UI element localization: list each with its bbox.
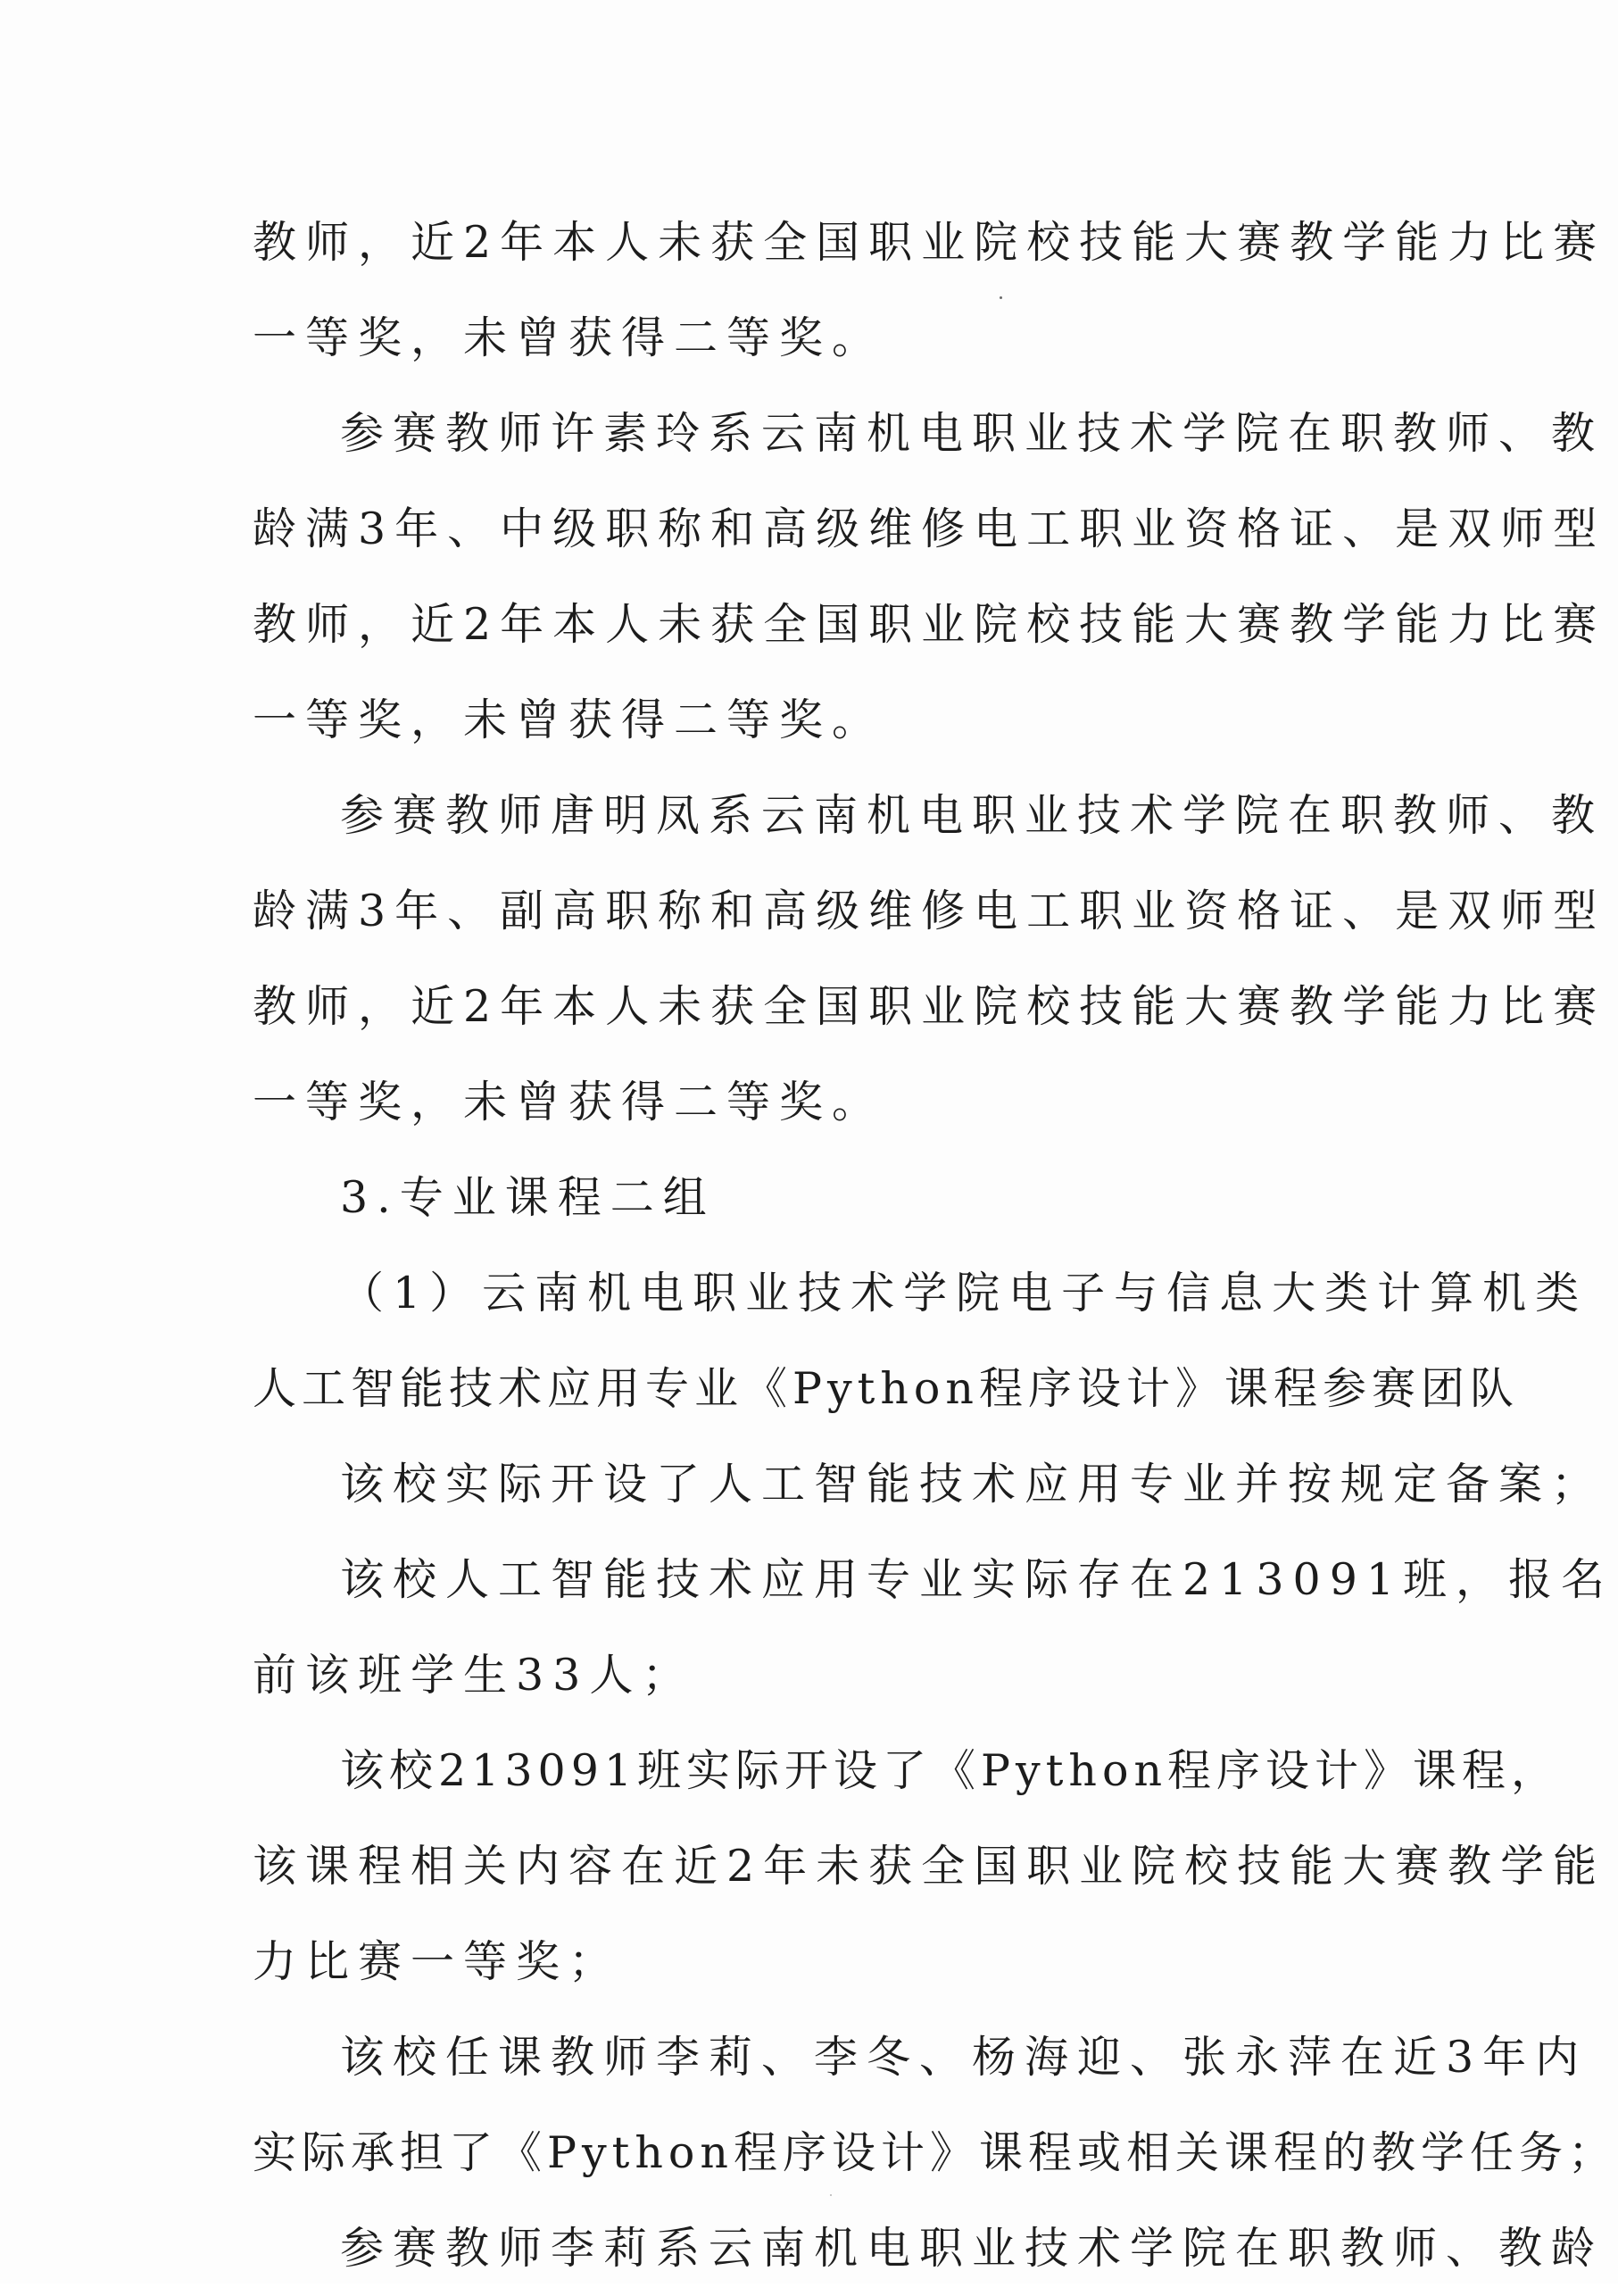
text-line-6: 一等奖，未曾获得二等奖。 <box>253 695 885 745</box>
text-line-5: 教师，近2年本人未获全国职业院校技能大赛教学能力比赛 <box>253 599 1606 650</box>
text-line-7: 参赛教师唐明凤系云南机电职业技术学院在职教师、教 <box>340 790 1605 841</box>
text-line-17: 该校213091班实际开设了《Python程序设计》课程， <box>340 1745 1561 1796</box>
text-line-14: 该校实际开设了人工智能技术应用专业并按规定备案； <box>340 1459 1605 1510</box>
text-line-15: 该校人工智能技术应用专业实际存在213091班，报名 <box>340 1554 1614 1605</box>
text-line-9: 教师，近2年本人未获全国职业院校技能大赛教学能力比赛 <box>253 981 1606 1032</box>
scan-speck <box>830 2194 832 2196</box>
text-line-13: 人工智能技术应用专业《Python程序设计》课程参赛团队 <box>253 1363 1519 1414</box>
text-line-1: 教师，近2年本人未获全国职业院校技能大赛教学能力比赛 <box>253 217 1606 268</box>
text-line-4: 龄满3年、中级职称和高级维修电工职业资格证、是双师型 <box>253 503 1606 554</box>
text-line-10: 一等奖，未曾获得二等奖。 <box>253 1077 885 1127</box>
body-text <box>253 195 1617 2296</box>
text-line-8: 龄满3年、副高职称和高级维修电工职业资格证、是双师型 <box>253 886 1606 936</box>
text-line-21: 实际承担了《Python程序设计》课程或相关课程的教学任务； <box>253 2127 1617 2178</box>
text-line-3: 参赛教师许素玲系云南机电职业技术学院在职教师、教 <box>340 408 1605 459</box>
text-line-22: 参赛教师李莉系云南机电职业技术学院在职教师、教龄 <box>340 2223 1605 2274</box>
text-line-18: 该课程相关内容在近2年未获全国职业院校技能大赛教学能 <box>253 1841 1606 1892</box>
scan-speck <box>1000 296 1002 299</box>
text-line-2: 一等奖，未曾获得二等奖。 <box>253 312 885 363</box>
text-line-16: 前该班学生33人； <box>253 1650 695 1701</box>
section-heading: 3.专业课程二组 <box>340 1172 716 1223</box>
text-line-19: 力比赛一等奖； <box>253 1936 622 1987</box>
text-line-20: 该校任课教师李莉、李冬、杨海迎、张永萍在近3年内 <box>340 2032 1589 2083</box>
text-line-12: （1）云南机电职业技术学院电子与信息大类计算机类 <box>340 1268 1589 1319</box>
